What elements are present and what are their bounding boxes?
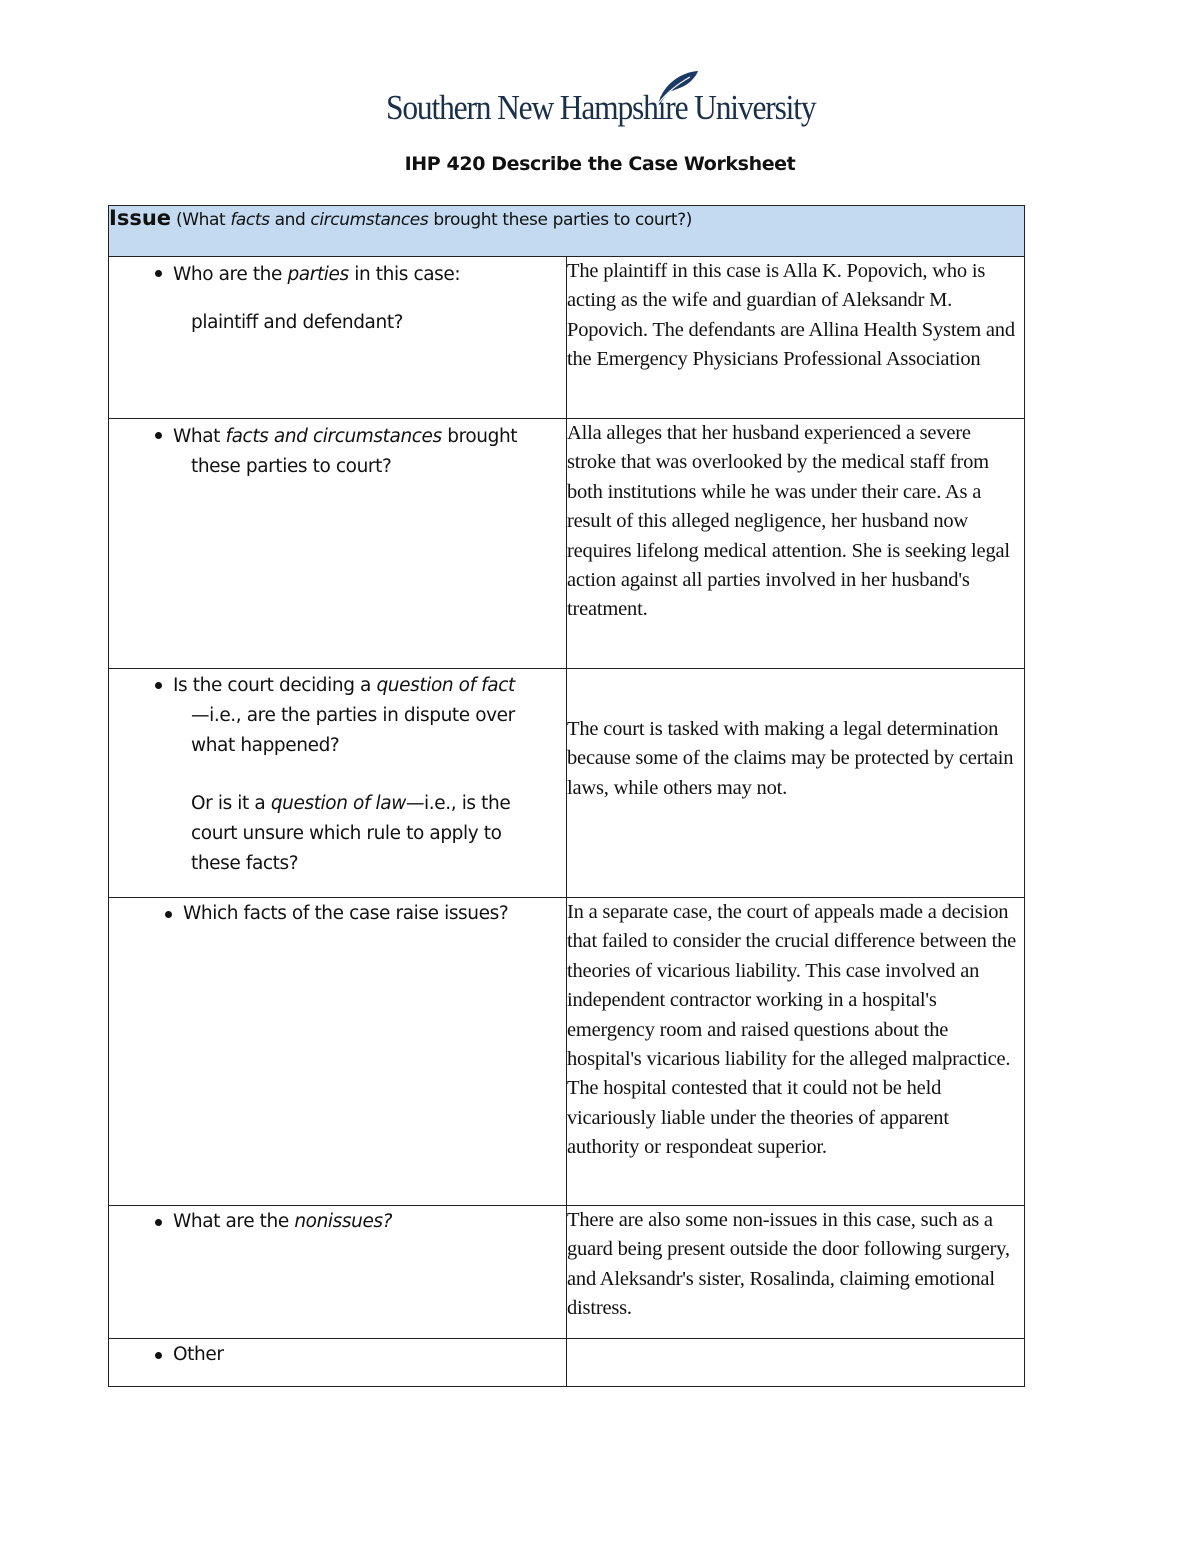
issue-and: and: [269, 210, 311, 230]
issue-suffix: brought these parties to court?): [428, 210, 692, 230]
issue-header-row: [109, 206, 1025, 257]
table-row: [109, 419, 1025, 669]
answer-text: The plaintiff in this case is Alla K. Popovich, who is acting as the wife and guardian of Aleksandr M. Popovich. The defendants are Allina Health System and the Emergency Physicians Professional Association: [567, 260, 1015, 371]
answer-cell: [567, 1206, 1025, 1339]
answer-text: There are also some non-issues in this case, such as a guard being present outside the door following surgery, and Aleksandr's sister, Rosalinda, claiming emotional distress.: [567, 1209, 1010, 1320]
answer-cell: [567, 1339, 1025, 1387]
university-logo: [386, 70, 816, 136]
answer-cell: [567, 257, 1025, 419]
question-text: Other: [173, 1344, 224, 1365]
issue-label: Issue: [109, 206, 172, 230]
bullet-icon: [155, 270, 162, 277]
case-worksheet-table: [108, 205, 1025, 1387]
question-text: Who are the parties in this case:: [173, 264, 461, 285]
answer-text: Alla alleges that her husband experienced a severe stroke that was overlooked by the medical staff from both institutions while he was under their care. As a result of this alleged negligence, her husband now requires lifelong medical attention. She is seeking legal action against all parties involved in her husband's treatment.: [567, 422, 1010, 621]
table-row: [109, 257, 1025, 419]
question-text-line2: —i.e., are the parties in dispute over: [191, 705, 515, 726]
question-law-text: Or is it a question of law—i.e., is the: [191, 793, 511, 814]
answer-cell: [567, 669, 1025, 898]
issue-facts: facts: [230, 210, 270, 230]
question-text: Is the court deciding a question of fact: [173, 675, 515, 696]
bullet-icon: [155, 682, 162, 689]
bullet-icon: [155, 432, 162, 439]
table-row: [109, 898, 1025, 1206]
issue-prefix: (What: [171, 210, 231, 230]
question-cell: [109, 1206, 567, 1339]
question-cell: [109, 1339, 567, 1387]
bullet-icon: [165, 911, 172, 918]
issue-circumstances: circumstances: [310, 210, 429, 230]
bullet-icon: [155, 1219, 162, 1226]
logo-text: Southern New Hampshire University: [386, 88, 816, 127]
question-text-line2: these parties to court?: [191, 456, 392, 477]
answer-text: The court is tasked with making a legal determination because some of the claims may be protected by certain laws, while others may not.: [567, 718, 1014, 799]
feather-icon: [654, 70, 700, 110]
question-text-line2: plaintiff and defendant?: [191, 312, 404, 333]
answer-text: In a separate case, the court of appeals made a decision that failed to consider the crucial difference between the theories of vicarious liability. This case involved an independent contractor working in a hospital's emergency room and raised questions about the hospital's vicarious liability for the alleged malpractice. The hospital contested that it could not be held vicariously liable under the theories of apparent authority or respondeat superior.: [567, 901, 1017, 1159]
question-text: What are the nonissues?: [173, 1211, 393, 1232]
answer-cell: [567, 419, 1025, 669]
question-text: What facts and circumstances brought: [173, 426, 518, 447]
question-law-line2: court unsure which rule to apply to: [191, 823, 502, 844]
question-cell: [109, 669, 567, 898]
question-cell: [109, 419, 567, 669]
table-row: [109, 1206, 1025, 1339]
question-cell: [109, 898, 567, 1206]
question-text-line3: what happened?: [191, 735, 340, 756]
question-law-line3: these facts?: [191, 853, 299, 874]
question-cell: [109, 257, 567, 419]
issue-header: [109, 206, 1025, 257]
answer-cell: [567, 898, 1025, 1206]
question-text: Which facts of the case raise issues?: [183, 903, 509, 924]
table-row: [109, 1339, 1025, 1387]
table-row: [109, 669, 1025, 898]
document-title: IHP 420 Describe the Case Worksheet: [404, 153, 796, 175]
bullet-icon: [155, 1352, 162, 1359]
